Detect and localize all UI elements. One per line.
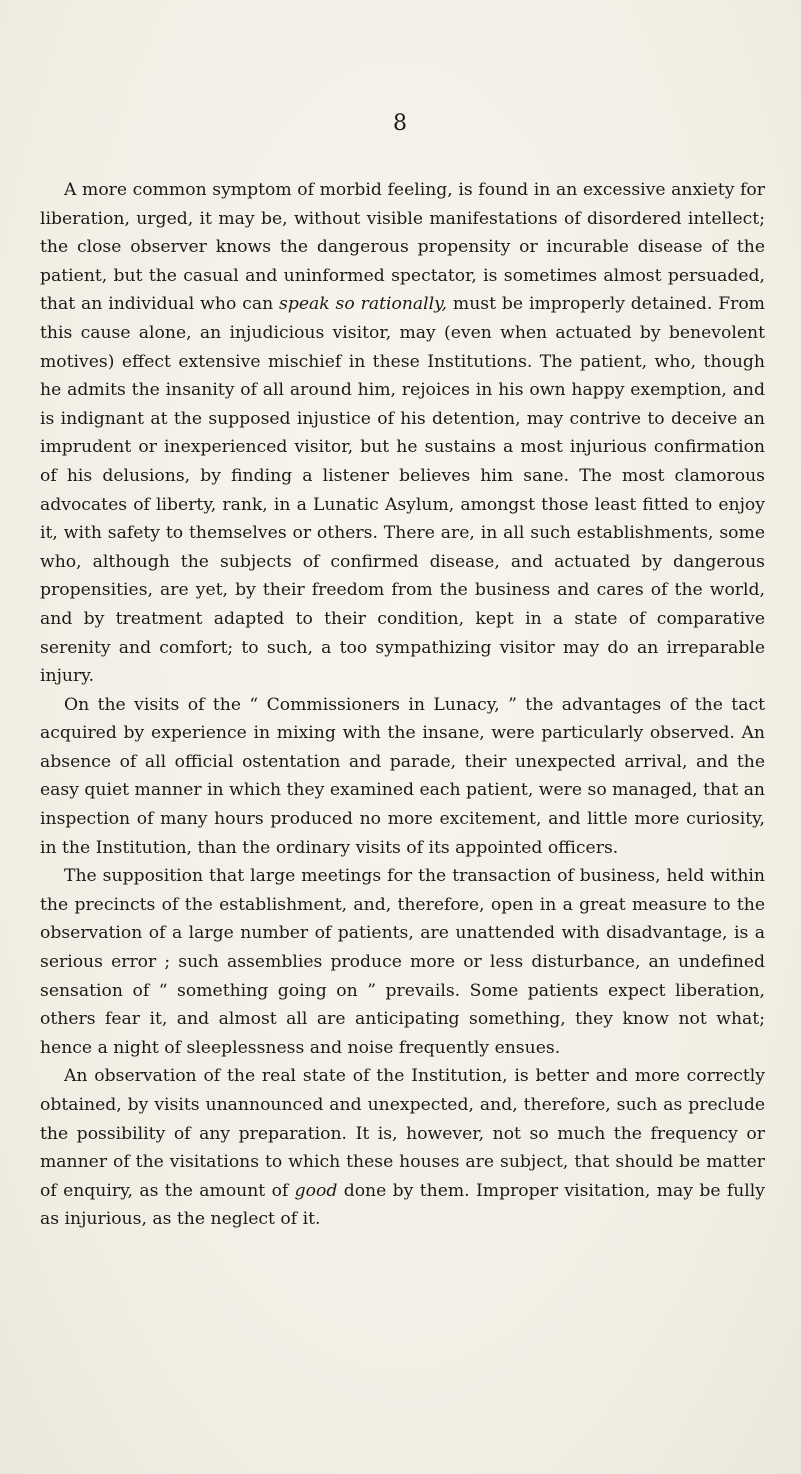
italic-phrase-speak-so-rationally: speak so rationally,	[279, 294, 448, 315]
page-number: 8	[393, 111, 408, 136]
paragraph-4-start: An observation of the real state of the Institution, is better and more correctly obtained, by visits unannounced and unexpected, and, therefore, such as preclude the possibility of any preparation. It is, however, not so much the frequency or manner of the visitations to which these houses are subject, that should be matter of enquiry, as the amount of	[40, 1066, 765, 1201]
paragraph-1	[40, 176, 765, 691]
paragraph-1-text: A more common symptom of morbid feeling, is found in an excessive anxiety for liberation, urged, it may be, without visible manifestations of disordered intellect; the close observer knows the dangerous propensity or incurable disease of the patient, but the casual and uninformed spectator, is sometimes almost persuaded, that an individual who can	[40, 180, 765, 315]
italic-word-good: good	[294, 1180, 338, 1201]
body-text	[40, 176, 765, 1234]
paragraph-4	[40, 1062, 765, 1234]
paragraph-1-continuation: must be improperly detained. From this cause alone, an injudicious visitor, may (even when actuated by benevolent motives) effect extensive mischief in these Institutions. The patient, who, though he admits the insanity of all around him, rejoices in his own happy exemption, and is indignant at the supposed injustice of his detention, may contrive to deceive an imprudent or inexperienced visitor, but he sustains a most injurious confirmation of his delusions, by finding a listener believes him sane. The most clamorous advocates of liberty, rank, in a Lunatic Asylum, amongst those least fitted to enjoy it, with safety to themselves or others. There are, in all such establishments, some who, although the subjects of confirmed disease, and actuated by dangerous propensities, are yet, by their freedom from the business and cares of the world, and by treatment adapted to their condition, kept in a state of comparative serenity and comfort; to such, a too sympathizing visitor may do an irreparable injury.	[40, 294, 765, 687]
paragraph-3: The supposition that large meetings for the transaction of business, held within the precincts of the establishment, and, therefore, open in a great measure to the observation of a large number of patients, are unattended with disadvantage, is a serious error ; such assemblies produce more or less disturbance, an undefined sensation of “ something going on ” prevails. Some patients expect liberation, others fear it, and almost all are anticipating something, they know not what; hence a night of sleeplessness and noise frequently ensues.	[40, 866, 765, 1058]
paragraph-4-end: done by them. Improper visitation, may be fully as injurious, as the neglect of it.	[40, 1180, 765, 1230]
paragraph-2: On the visits of the “ Commissioners in Lunacy, ” the advantages of the tact acquired by experience in mixing with the insane, were particularly observed. An absence of all official ostentation and parade, their unexpected arrival, and the easy quiet manner in which they examined each patient, were so managed, that an inspection of many hours produced no more excitement, and little more curiosity, in the Institution, than the ordinary visits of its appointed officers.	[40, 694, 766, 858]
